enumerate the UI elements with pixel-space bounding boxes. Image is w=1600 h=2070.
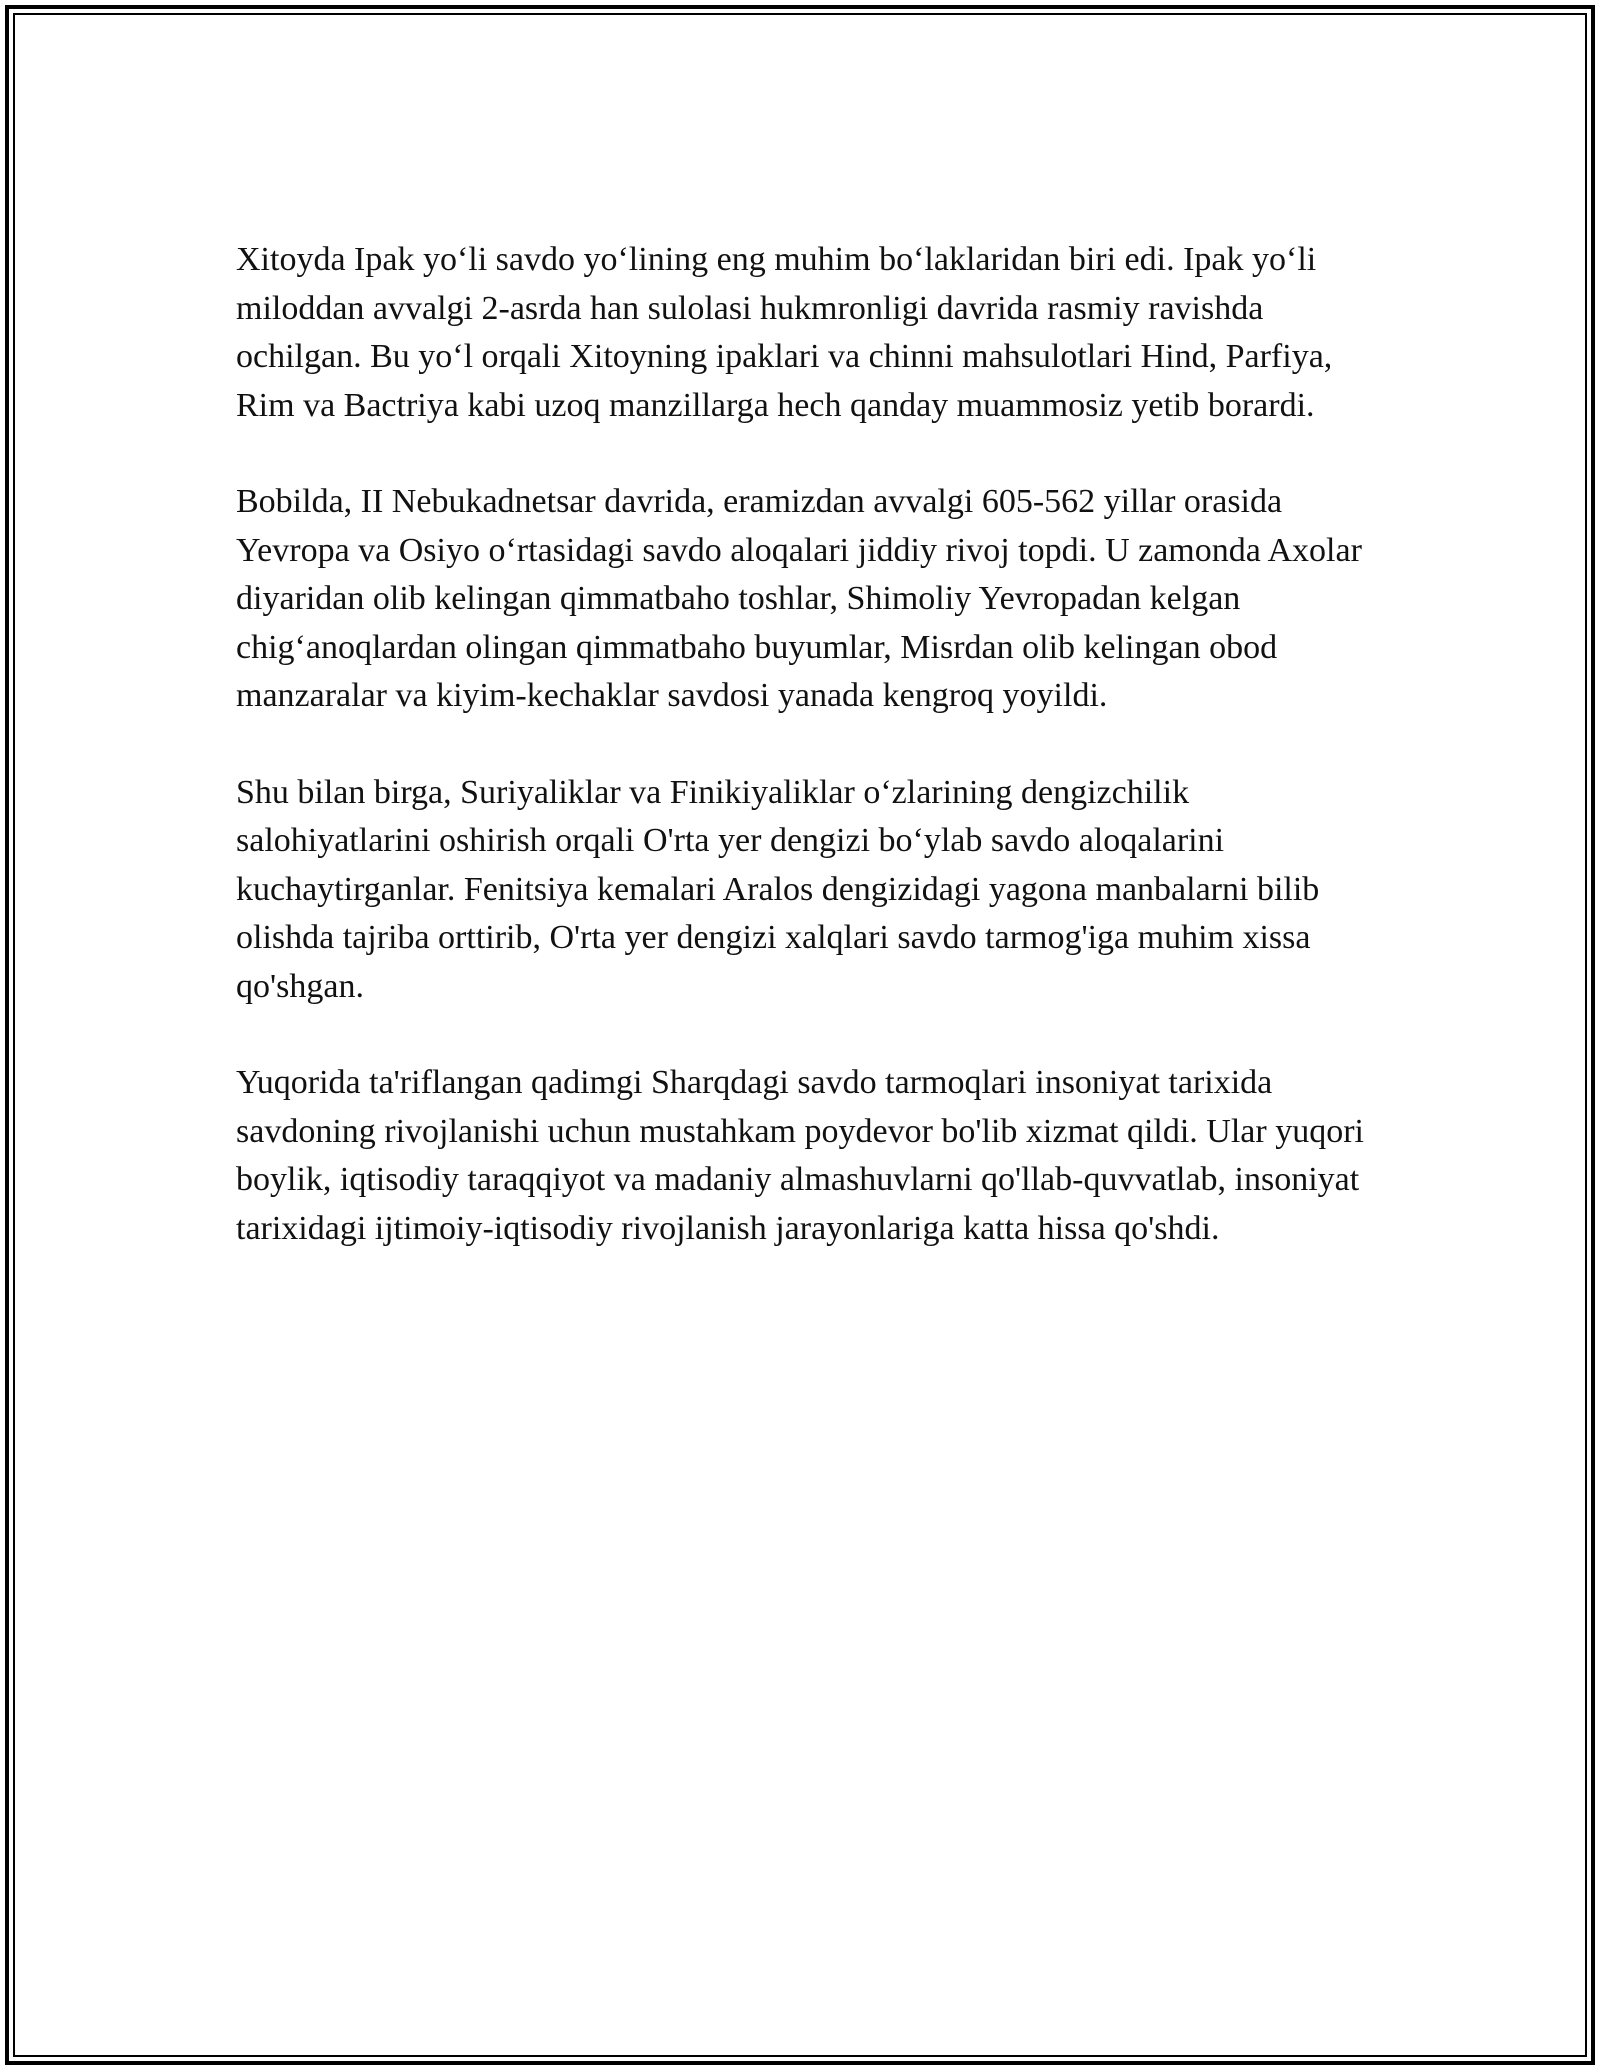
document-body bbox=[236, 236, 1366, 1301]
paragraph-phoenicians: Shu bilan birga, Suriyaliklar va Finikiyaliklar o‘zlarining dengizchilik salohiyatlarini oshirish orqali O'rta yer dengizi bo‘ylab savdo aloqalarini kuchaytirganlar. Fenitsiya kemalari Aralos dengizidagi yagona manbalarni bilib olishda tajriba orttirib, O'rta yer dengizi xalqlari savdo tarmog'iga muhim xissa qo'shgan. bbox=[236, 773, 1320, 1005]
paragraph-babylon: Bobilda, II Nebukadnetsar davrida, eramizdan avvalgi 605-562 yillar orasida Yevropa va Osiyo o‘rtasidagi savdo aloqalari jiddiy rivoj topdi. U zamonda Axolar diyaridan olib kelingan qimmatbaho toshlar, Shimoliy Yevropadan kelgan chig‘anoqlardan olingan qimmatbaho buyumlar, Misrdan olib kelingan obod manzaralar va kiyim-kechaklar savdosi yanada kengroq yoyildi. bbox=[236, 483, 1362, 714]
paragraph-conclusion: Yuqorida ta'riflangan qadimgi Sharqdagi savdo tarmoqlari insoniyat tarixida savdoning rivojlanishi uchun mustahkam poydevor bo'lib xizmat qildi. Ular yuqori boylik, iqtisodiy taraqqiyot va madaniy almashuvlarni qo'llab-quvvatlab, insoniyat tarixidagi ijtimoiy-iqtisodiy rivojlanish jarayonlariga katta hissa qo'shdi. bbox=[236, 1064, 1364, 1247]
paragraph-silk-road: Xitoyda Ipak yo‘li savdo yo‘lining eng muhim bo‘laklaridan biri edi. Ipak yo‘li miloddan avvalgi 2-asrda han sulolasi hukmronligi davrida rasmiy ravishda ochilgan. Bu yo‘l orqali Xitoyning ipaklari va chinni mahsulotlari Hind, Parfiya, Rim va Bactriya kabi uzoq manzillarga hech qanday muammosiz yetib borardi. bbox=[236, 241, 1333, 424]
